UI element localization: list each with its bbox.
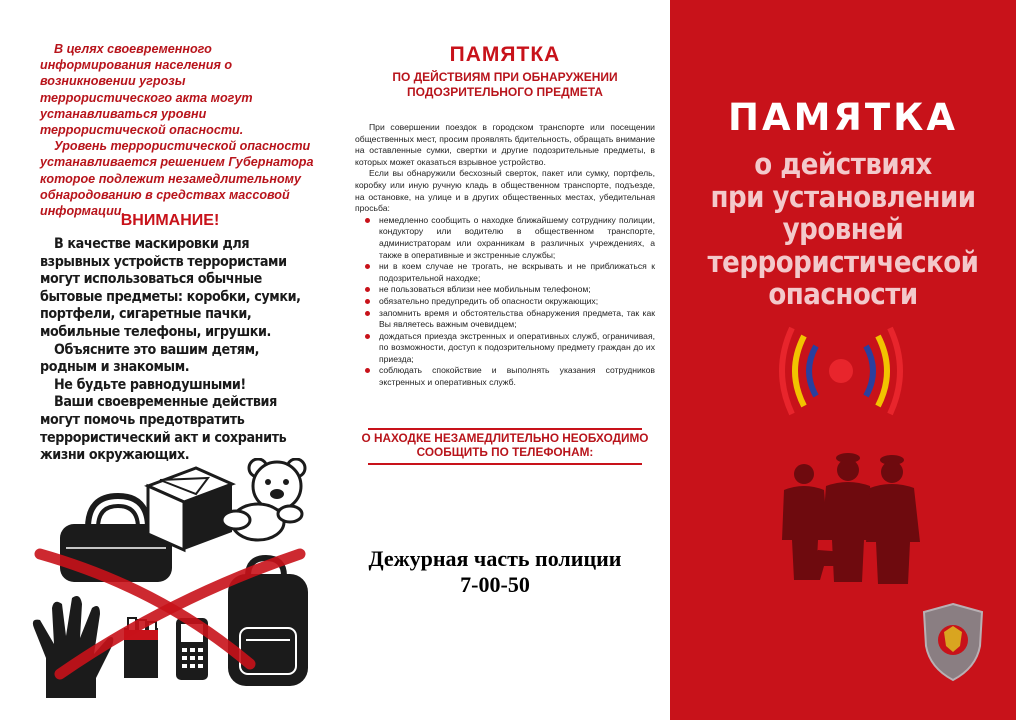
cover-subtitle-line: террористической <box>707 244 979 279</box>
notify-line: О НАХОДКЕ НЕЗАМЕДЛИТЕЛЬНО НЕОБХОДИМО <box>361 431 649 445</box>
list-item <box>355 331 655 366</box>
box-icon <box>148 468 232 550</box>
list-item <box>355 215 655 261</box>
security-forces-silhouette-icon <box>774 450 944 590</box>
bullet-icon <box>365 334 370 339</box>
attention-paragraph: Объясните это вашим детям, родным и знакомым. <box>40 341 260 376</box>
instruction-list <box>355 215 655 389</box>
signal-waves-icon <box>776 326 906 416</box>
attention-paragraph: Ваши своевременные действия могут помочь предотвратить террористический акт и сохранить жизни окружающих. <box>40 394 287 464</box>
memo-title: ПАМЯТКА <box>449 43 561 66</box>
right-panel <box>670 0 1016 720</box>
left-panel <box>0 0 340 720</box>
duty-label: Дежурная часть полиции <box>368 546 622 571</box>
notify-heading <box>340 432 670 459</box>
cover-subtitle-line: о действиях <box>754 147 932 181</box>
list-item-text: соблюдать спокойствие и выполнять указания сотрудников экстренных и оперативных служб. <box>379 365 655 388</box>
memo-paragraph: Если вы обнаружили бесхозный сверток, пакет или сумку, портфель, коробку или иную ручную кладь в общественном транспорте, подъезде, на остановке, на улице и в других общественных местах, убедительная просьба: <box>355 168 655 214</box>
bullet-icon <box>365 287 370 292</box>
list-item-text: дождаться приезда экстренных и оперативных служб, ограничивая, по возможности, доступ к подозрительному предмету граждан до их приезда; <box>379 330 655 364</box>
cover-subtitle-line: опасности <box>768 277 918 311</box>
teddy-bear-icon <box>222 459 305 540</box>
attention-paragraph: Не будьте равнодушными! <box>54 376 246 393</box>
list-item-text: не пользоваться вблизи нее мобильным телефоном; <box>379 284 591 295</box>
list-item-text: обязательно предупредить об опасности окружающих; <box>379 295 599 306</box>
memo-subtitle-line: ПО ДЕЙСТВИЯМ ПРИ ОБНАРУЖЕНИИ <box>392 70 618 84</box>
cover-subtitle <box>670 148 1016 311</box>
cover-title: ПАМЯТКА <box>727 96 959 139</box>
list-item <box>355 284 655 296</box>
list-item <box>355 365 655 388</box>
attention-text <box>40 236 314 465</box>
memo-subtitle-line: ПОДОЗРИТЕЛЬНОГО ПРЕДМЕТА <box>407 85 603 99</box>
divider <box>368 463 642 465</box>
list-item-text: ни в коем случае не трогать, не вскрывать и не приближаться к подозрительной находке; <box>379 261 655 283</box>
memo-paragraph: При совершении поездок в городском транспорте или посещении общественных мест, просим проявлять бдительность, обращать внимание на оставленные сумки, свертки и другие подозрительные предметы, в которых может оказаться взрывное устройство. <box>355 122 655 167</box>
divider <box>368 428 642 430</box>
list-item-text: немедленно сообщить о находке ближайшему сотруднику полиции, кондуктору или водителю в общественном транспорте, администраторам или охранникам в различных учреждениях, а также в оперативные и экстренные службы; <box>379 214 655 260</box>
memo-body <box>355 122 655 389</box>
notify-line: СООБЩИТЬ ПО ТЕЛЕФОНАМ: <box>416 444 594 459</box>
list-item <box>355 261 655 284</box>
bullet-icon <box>365 311 370 316</box>
dangerous-objects-illustration <box>0 458 340 708</box>
duty-phone[interactable]: 7-00-50 <box>460 572 530 597</box>
memo-subtitle <box>340 70 670 100</box>
intro-paragraph: В целях своевременного информирования населения о возникновении угрозы террористического акта могут устанавливаться уровни террористической опасности. <box>40 42 253 138</box>
bullet-icon <box>365 368 370 373</box>
intro-text <box>40 41 318 219</box>
cover-subtitle-line: при установлении <box>710 179 976 214</box>
bullet-icon <box>365 264 370 269</box>
duty-contact <box>320 546 670 598</box>
middle-panel <box>340 0 670 720</box>
list-item-text: запомнить время и обстоятельства обнаружения предмета, так как Вы являетесь важным очевидцем; <box>379 307 655 330</box>
list-item <box>355 308 655 331</box>
attention-paragraph: В качестве маскировки для взрывных устройств террористами могут использоваться обычные бытовые предметы: коробки, сумки, портфели, сигаретные пачки, мобильные телефоны, игрушки. <box>40 236 301 340</box>
intro-paragraph: Уровень террористической опасности устанавливается решением Губернатора которое подлежит незамедлительному обнародованию в средствах массовой информации. <box>40 139 314 219</box>
attention-heading: ВНИМАНИЕ! <box>120 212 220 229</box>
emblem-shield-icon <box>922 602 984 682</box>
cover-subtitle-line: уровней <box>782 212 904 246</box>
list-item <box>355 296 655 308</box>
bullet-icon <box>365 299 370 304</box>
bullet-icon <box>365 218 370 223</box>
